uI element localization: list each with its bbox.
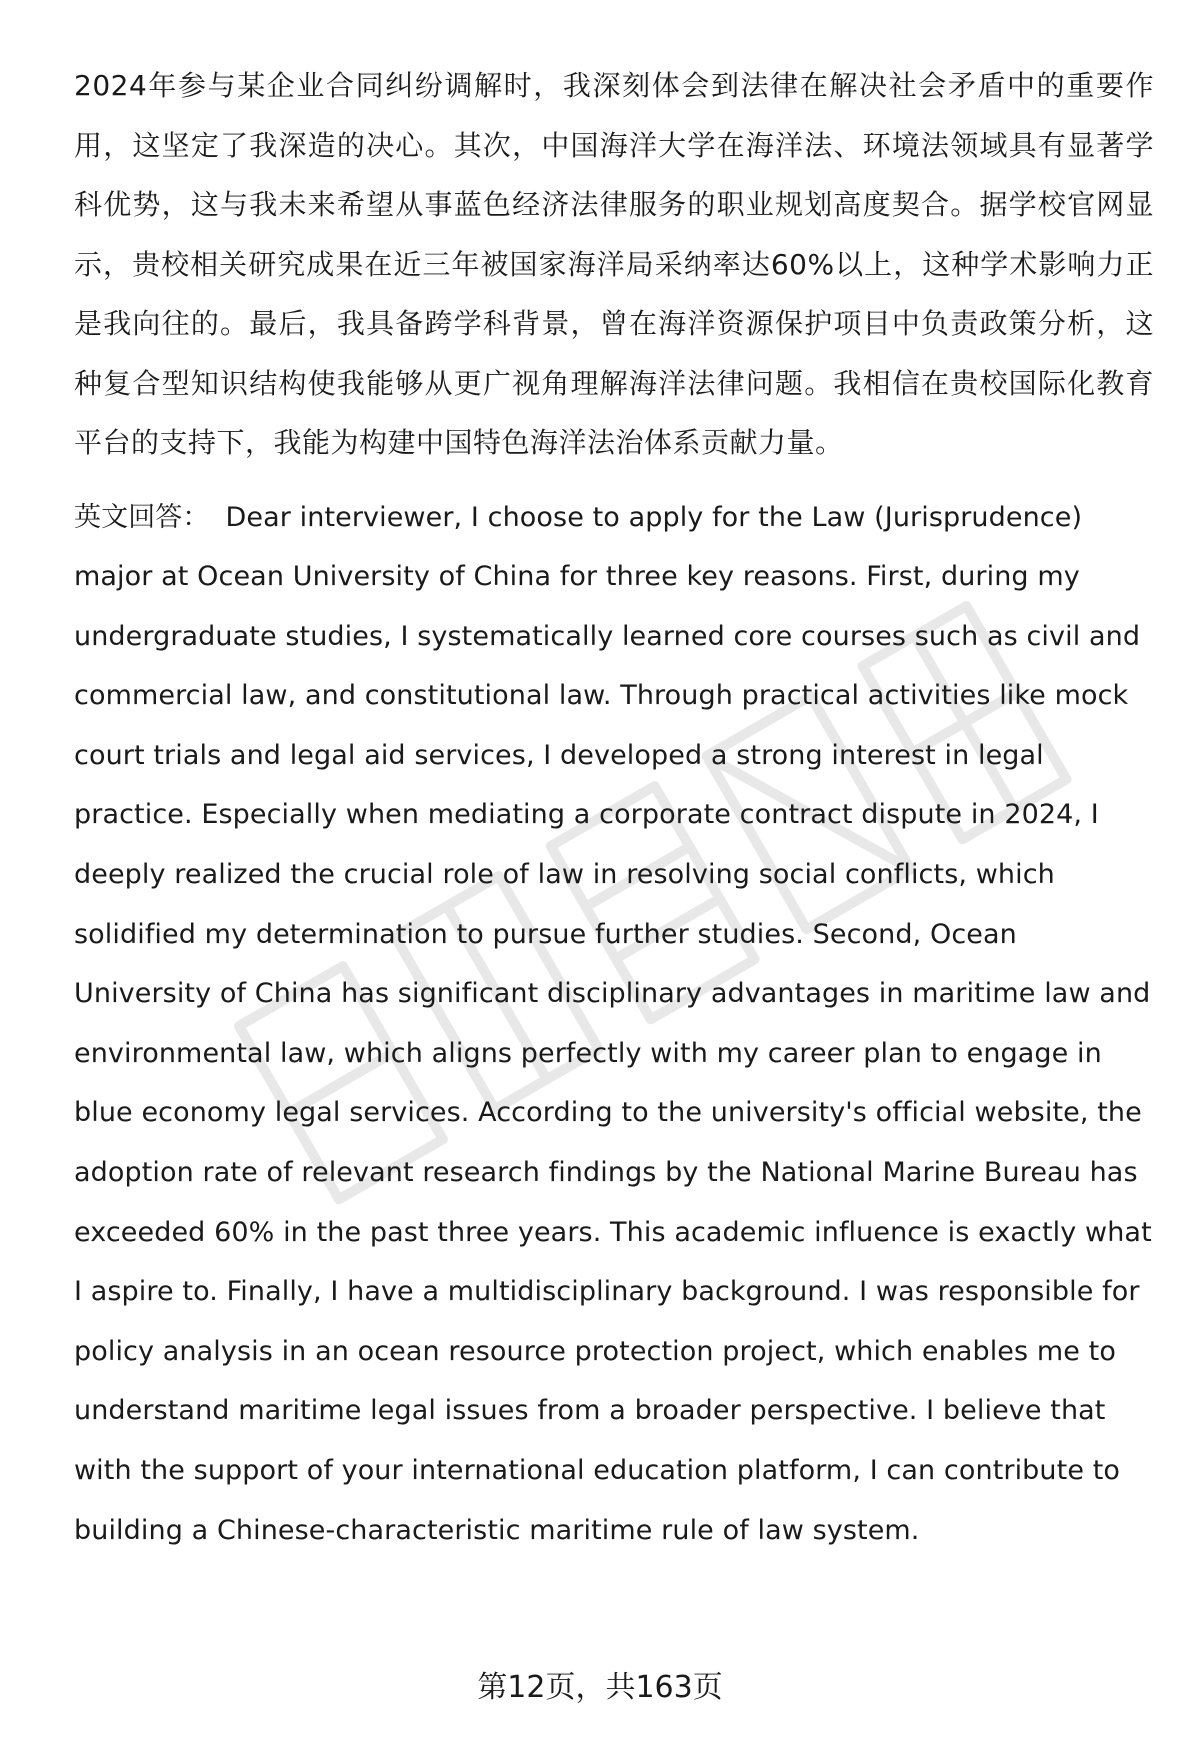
english-answer-label: 英文回答： [74, 501, 210, 533]
english-answer-paragraph [74, 488, 1154, 1561]
document-body [74, 56, 1154, 1560]
page-number: 第12页，共163页 [477, 1670, 723, 1705]
chinese-answer-paragraph: 2024年参与某企业合同纠纷调解时，我深刻体会到法律在解决社会矛盾中的重要作用，这坚定了我深造的决心。其次，中国海洋大学在海洋法、环境法领域具有显著学科优势，这与我未来希望从事蓝色经济法律服务的职业规划高度契合。据学校官网显示，贵校相关研究成果在近三年被国家海洋局采纳率达60%以上，这种学术影响力正是我向往的。最后，我具备跨学科背景，曾在海洋资源保护项目中负责政策分析，这种复合型知识结构使我能够从更广视角理解海洋法律问题。我相信在贵校国际化教育平台的支持下，我能为构建中国特色海洋法治体系贡献力量。 [74, 69, 1154, 459]
english-answer-text: Dear interviewer, I choose to apply for the Law (Jurisprudence) major at Ocean University of China for three key reasons. First, during my undergraduate studies, I systematically learned core courses such as civil and commercial law, and constitutional law. Through practical activities like mock court trials and legal aid services, I developed a strong interest in legal practice. Especially when mediating a corporate contract dispute in 2024, I deeply realized the crucial role of law in resolving social conflicts, which solidified my determination to pursue further studies. Second, Ocean University of China has significant disciplinary advantages in maritime law and environmental law, which aligns perfectly with my career plan to engage in blue economy legal services. According to the university's official website, the adoption rate of relevant research findings by the National Marine Bureau has exceeded 60% in the past three years. This academic influence is exactly what I aspire to. Finally, I have a multidisciplinary background. I was responsible for policy analysis in an ocean resource protection project, which enables me to understand maritime legal issues from a broader perspective. I believe that with the support of your international education platform, I can contribute to building a Chinese-characteristic maritime rule of law system. [74, 501, 1152, 1546]
